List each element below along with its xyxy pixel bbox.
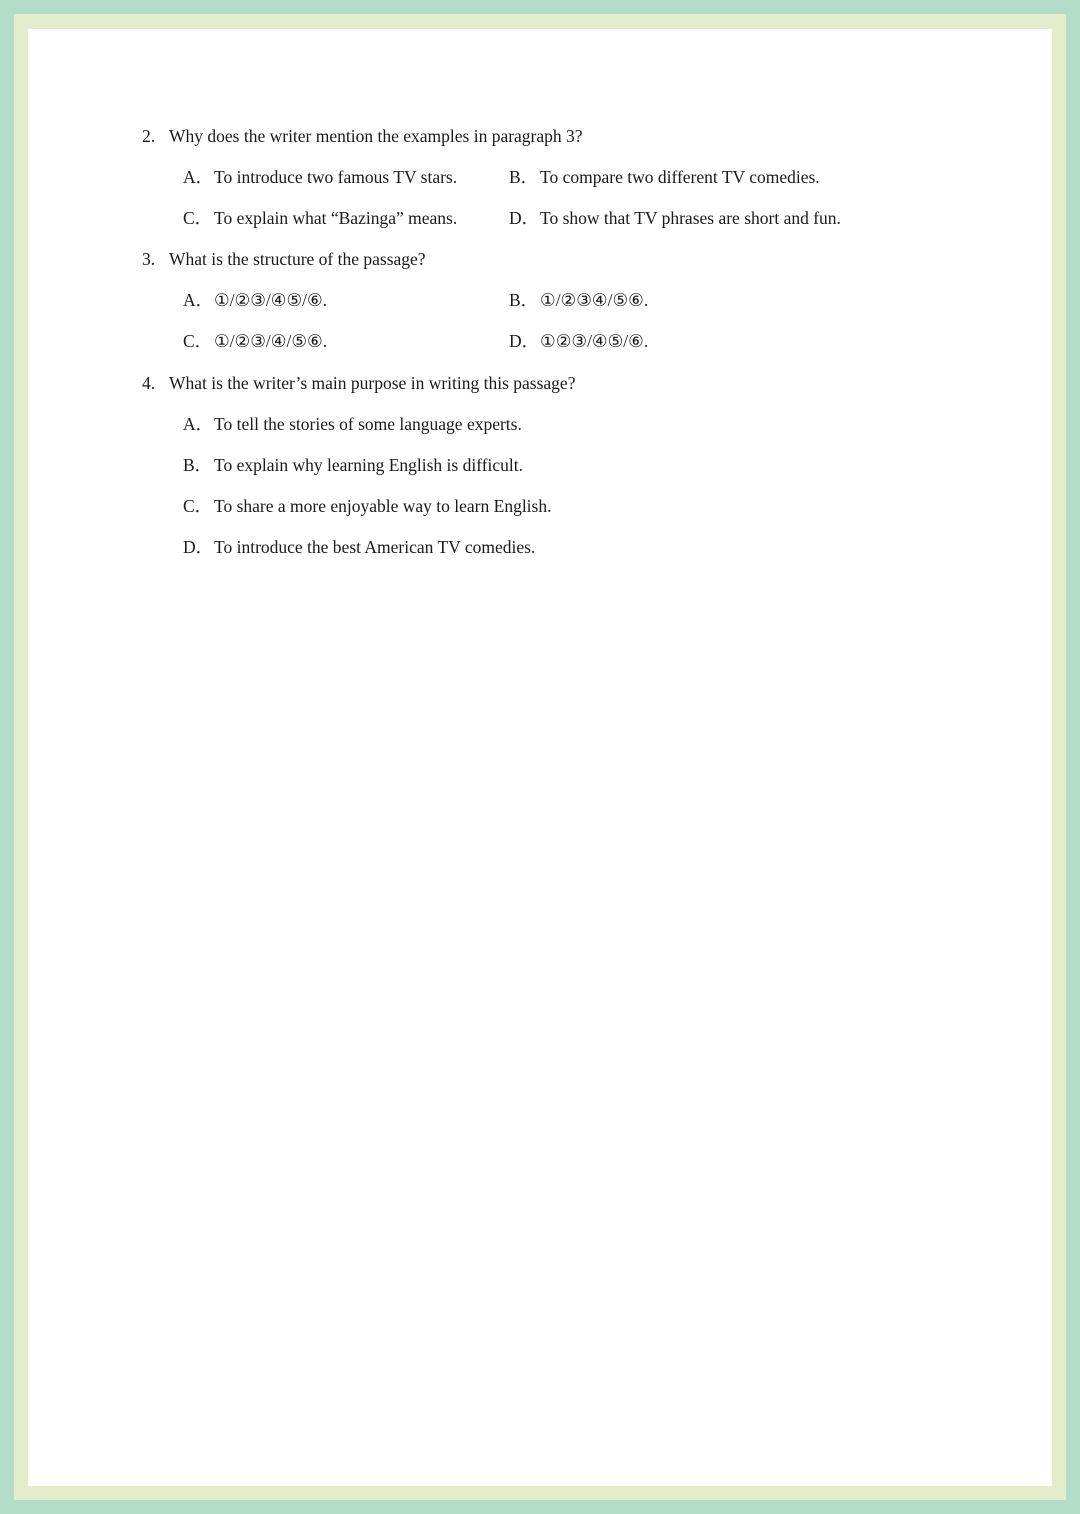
option-text: To show that TV phrases are short and fun. <box>540 208 841 228</box>
question-text: What is the structure of the passage? <box>169 249 426 269</box>
option-2b <box>509 167 820 187</box>
option-3c <box>183 331 327 351</box>
question-number: 4. <box>142 373 156 393</box>
question-text: What is the writer’s main purpose in writing this passage? <box>169 373 576 393</box>
option-3a <box>183 290 327 310</box>
option-text: To explain what “Bazinga” means. <box>214 208 458 228</box>
option-4b <box>183 455 523 475</box>
question-3 <box>142 249 426 269</box>
option-text: ①②③/④⑤/⑥. <box>540 331 649 351</box>
option-text: To introduce two famous TV stars. <box>214 167 458 187</box>
question-number: 2. <box>142 126 156 146</box>
option-2a <box>183 167 457 187</box>
option-text: ①/②③/④/⑤⑥. <box>214 331 328 351</box>
option-letter: C． <box>183 208 213 228</box>
option-letter: D． <box>183 537 214 557</box>
option-2c <box>183 208 457 228</box>
option-2d <box>509 208 841 228</box>
option-text: ①/②③④/⑤⑥. <box>540 290 649 310</box>
option-letter: B． <box>183 455 213 475</box>
question-text: Why does the writer mention the examples in paragraph 3? <box>169 126 583 146</box>
option-letter: A． <box>183 290 214 310</box>
option-4a <box>183 414 522 434</box>
option-letter: B． <box>509 290 539 310</box>
option-3d <box>509 331 648 351</box>
worksheet-page <box>28 29 1052 1486</box>
question-2 <box>142 126 583 146</box>
option-text: To introduce the best American TV comedies. <box>214 537 536 557</box>
option-letter: C． <box>183 496 213 516</box>
option-text: ①/②③/④⑤/⑥. <box>214 290 328 310</box>
option-text: To compare two different TV comedies. <box>540 167 820 187</box>
option-letter: C． <box>183 331 213 351</box>
option-3b <box>509 290 648 310</box>
option-4c <box>183 496 551 516</box>
option-text: To share a more enjoyable way to learn English. <box>214 496 552 516</box>
option-text: To tell the stories of some language experts. <box>214 414 522 434</box>
option-letter: B． <box>509 167 539 187</box>
option-letter: A． <box>183 414 214 434</box>
question-4 <box>142 373 575 393</box>
option-letter: D． <box>509 208 540 228</box>
option-4d <box>183 537 535 557</box>
question-number: 3. <box>142 249 156 269</box>
option-text: To explain why learning English is difficult. <box>214 455 524 475</box>
option-letter: D． <box>509 331 540 351</box>
option-letter: A． <box>183 167 214 187</box>
